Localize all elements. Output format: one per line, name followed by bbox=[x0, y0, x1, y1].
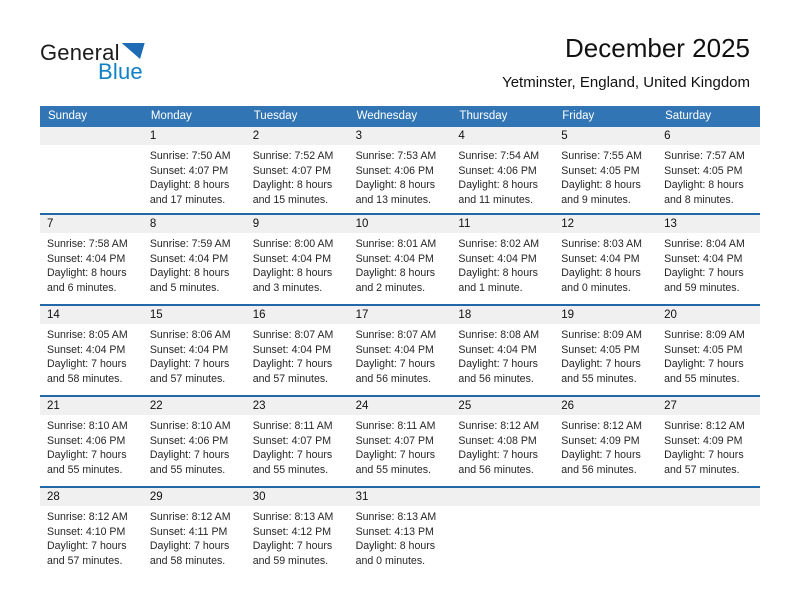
week-row-5 bbox=[40, 486, 760, 577]
sunrise-text: Sunrise: 8:02 AM bbox=[458, 238, 540, 250]
sunrise-text: Sunrise: 8:03 AM bbox=[561, 238, 642, 250]
sunrise-text: Sunrise: 7:57 AM bbox=[664, 150, 745, 162]
day-details bbox=[143, 145, 246, 207]
daylight-text-line2: and 13 minutes. bbox=[355, 193, 431, 206]
day-number: 5 bbox=[554, 127, 657, 145]
sunset-text: Sunset: 4:07 PM bbox=[149, 164, 229, 177]
day-number: 10 bbox=[349, 215, 452, 233]
day-details bbox=[349, 233, 452, 295]
daylight-text-line2: and 9 minutes. bbox=[561, 193, 631, 206]
sunset-text: Sunset: 4:11 PM bbox=[149, 525, 228, 538]
week-row-2 bbox=[40, 213, 760, 304]
day-cell-18 bbox=[451, 306, 554, 395]
day-number: 25 bbox=[451, 397, 554, 415]
day-cell-25 bbox=[451, 397, 554, 486]
day-cell-23 bbox=[246, 397, 349, 486]
day-details bbox=[451, 233, 554, 295]
daylight-text-line2: and 0 minutes. bbox=[355, 554, 426, 567]
day-cell-empty bbox=[451, 488, 554, 577]
day-details bbox=[40, 324, 143, 386]
day-details bbox=[40, 233, 143, 295]
daylight-text-line1: Daylight: 7 hours bbox=[252, 449, 333, 462]
sunset-text: Sunset: 4:04 PM bbox=[355, 252, 434, 265]
sunrise-text: Sunrise: 8:13 AM bbox=[355, 511, 437, 523]
daylight-text-line2: and 55 minutes. bbox=[664, 372, 740, 385]
day-number: 20 bbox=[657, 306, 760, 324]
daylight-text-line1: Daylight: 7 hours bbox=[561, 449, 641, 462]
day-details bbox=[349, 506, 452, 568]
daylight-text-line2: and 56 minutes. bbox=[458, 372, 534, 385]
day-details bbox=[246, 324, 349, 386]
daylight-text-line2: and 56 minutes. bbox=[561, 463, 637, 476]
day-details bbox=[40, 415, 143, 477]
daylight-text-line1: Daylight: 8 hours bbox=[149, 267, 230, 280]
daylight-text-line1: Daylight: 8 hours bbox=[664, 179, 744, 192]
daylight-text-line1: Daylight: 8 hours bbox=[458, 267, 538, 280]
sunrise-text: Sunrise: 8:13 AM bbox=[252, 511, 334, 523]
day-details bbox=[143, 233, 246, 295]
weekday-header-thursday: Thursday bbox=[459, 110, 508, 122]
day-details bbox=[40, 145, 143, 149]
sunset-text: Sunset: 4:09 PM bbox=[664, 434, 743, 447]
sunrise-text: Sunrise: 8:09 AM bbox=[561, 329, 642, 341]
day-cell-16 bbox=[246, 306, 349, 395]
sunset-text: Sunset: 4:04 PM bbox=[47, 343, 126, 356]
daylight-text-line1: Daylight: 8 hours bbox=[252, 267, 333, 280]
day-details bbox=[246, 145, 349, 207]
daylight-text-line2: and 57 minutes. bbox=[664, 463, 740, 476]
daylight-text-line2: and 55 minutes. bbox=[47, 463, 123, 476]
daylight-text-line2: and 0 minutes. bbox=[561, 281, 631, 294]
day-number bbox=[40, 127, 143, 145]
day-cell-13 bbox=[657, 215, 760, 304]
page-subtitle: Yetminster, England, United Kingdom bbox=[502, 74, 750, 91]
daylight-text-line1: Daylight: 7 hours bbox=[458, 358, 538, 371]
day-number: 30 bbox=[246, 488, 349, 506]
daylight-text-line2: and 55 minutes. bbox=[355, 463, 431, 476]
day-cell-empty bbox=[40, 127, 143, 213]
day-cell-12 bbox=[554, 215, 657, 304]
day-details bbox=[657, 145, 760, 207]
sunrise-text: Sunrise: 8:12 AM bbox=[664, 420, 745, 432]
sunrise-text: Sunrise: 8:07 AM bbox=[252, 329, 334, 341]
header-titles bbox=[502, 33, 750, 91]
logo-triangle-icon bbox=[122, 43, 145, 59]
daylight-text-line1: Daylight: 8 hours bbox=[561, 179, 641, 192]
day-number: 31 bbox=[349, 488, 452, 506]
sunrise-text: Sunrise: 8:06 AM bbox=[149, 329, 231, 341]
day-number: 6 bbox=[657, 127, 760, 145]
daylight-text-line1: Daylight: 7 hours bbox=[355, 449, 436, 462]
daylight-text-line2: and 59 minutes. bbox=[252, 554, 329, 567]
day-details bbox=[657, 506, 760, 510]
sunrise-text: Sunrise: 8:11 AM bbox=[252, 420, 333, 432]
daylight-text-line2: and 8 minutes. bbox=[664, 193, 734, 206]
day-number: 17 bbox=[349, 306, 452, 324]
sunset-text: Sunset: 4:06 PM bbox=[355, 164, 434, 177]
sunset-text: Sunset: 4:07 PM bbox=[252, 434, 332, 447]
day-number bbox=[451, 488, 554, 506]
sunset-text: Sunset: 4:13 PM bbox=[355, 525, 434, 538]
day-details bbox=[554, 506, 657, 510]
daylight-text-line2: and 58 minutes. bbox=[47, 372, 123, 385]
sunset-text: Sunset: 4:04 PM bbox=[561, 252, 640, 265]
daylight-text-line2: and 58 minutes. bbox=[149, 554, 226, 567]
day-details bbox=[657, 415, 760, 477]
weekday-header-wednesday: Wednesday bbox=[356, 110, 418, 122]
day-cell-7 bbox=[40, 215, 143, 304]
day-cell-30 bbox=[246, 488, 349, 577]
daylight-text-line2: and 11 minutes. bbox=[458, 193, 534, 206]
day-number: 14 bbox=[40, 306, 143, 324]
day-number: 12 bbox=[554, 215, 657, 233]
sunrise-text: Sunrise: 8:00 AM bbox=[252, 238, 334, 250]
sunset-text: Sunset: 4:04 PM bbox=[458, 252, 537, 265]
day-details bbox=[246, 415, 349, 477]
daylight-text-line1: Daylight: 7 hours bbox=[47, 540, 127, 553]
sunrise-text: Sunrise: 8:09 AM bbox=[664, 329, 745, 341]
sunrise-text: Sunrise: 8:12 AM bbox=[458, 420, 540, 432]
day-number: 15 bbox=[143, 306, 246, 324]
day-cell-8 bbox=[143, 215, 246, 304]
daylight-text-line1: Daylight: 7 hours bbox=[149, 449, 230, 462]
day-cell-26 bbox=[554, 397, 657, 486]
day-cell-15 bbox=[143, 306, 246, 395]
day-number: 26 bbox=[554, 397, 657, 415]
day-cell-empty bbox=[657, 488, 760, 577]
daylight-text-line1: Daylight: 8 hours bbox=[252, 179, 333, 192]
sunset-text: Sunset: 4:04 PM bbox=[47, 252, 126, 265]
day-number bbox=[657, 488, 760, 506]
sunrise-text: Sunrise: 8:01 AM bbox=[355, 238, 437, 250]
sunset-text: Sunset: 4:05 PM bbox=[561, 164, 640, 177]
daylight-text-line2: and 5 minutes. bbox=[149, 281, 220, 294]
daylight-text-line2: and 55 minutes. bbox=[561, 372, 637, 385]
day-details bbox=[554, 145, 657, 207]
daylight-text-line1: Daylight: 7 hours bbox=[664, 267, 744, 280]
day-details bbox=[143, 506, 246, 568]
daylight-text-line1: Daylight: 8 hours bbox=[355, 267, 436, 280]
day-number: 21 bbox=[40, 397, 143, 415]
day-number: 29 bbox=[143, 488, 246, 506]
day-number: 1 bbox=[143, 127, 246, 145]
sunset-text: Sunset: 4:10 PM bbox=[47, 525, 126, 538]
day-number: 3 bbox=[349, 127, 452, 145]
daylight-text-line2: and 56 minutes. bbox=[458, 463, 534, 476]
sunrise-text: Sunrise: 8:12 AM bbox=[47, 511, 128, 523]
logo-text-general: General bbox=[40, 40, 120, 65]
sunrise-text: Sunrise: 7:50 AM bbox=[149, 150, 231, 162]
day-cell-9 bbox=[246, 215, 349, 304]
day-details bbox=[554, 233, 657, 295]
daylight-text-line1: Daylight: 7 hours bbox=[458, 449, 538, 462]
day-cell-1 bbox=[143, 127, 246, 213]
day-cell-22 bbox=[143, 397, 246, 486]
sunset-text: Sunset: 4:07 PM bbox=[252, 164, 332, 177]
daylight-text-line2: and 55 minutes. bbox=[149, 463, 226, 476]
day-cell-5 bbox=[554, 127, 657, 213]
daylight-text-line2: and 57 minutes. bbox=[47, 554, 123, 567]
daylight-text-line1: Daylight: 8 hours bbox=[149, 179, 230, 192]
daylight-text-line2: and 57 minutes. bbox=[149, 372, 226, 385]
sunrise-text: Sunrise: 7:55 AM bbox=[561, 150, 642, 162]
day-number: 13 bbox=[657, 215, 760, 233]
weekday-header-saturday: Saturday bbox=[665, 110, 712, 122]
sunset-text: Sunset: 4:05 PM bbox=[664, 343, 743, 356]
sunrise-text: Sunrise: 7:53 AM bbox=[355, 150, 437, 162]
day-number: 7 bbox=[40, 215, 143, 233]
sunset-text: Sunset: 4:04 PM bbox=[252, 343, 332, 356]
day-number: 8 bbox=[143, 215, 246, 233]
day-details bbox=[349, 145, 452, 207]
day-details bbox=[657, 233, 760, 295]
day-cell-20 bbox=[657, 306, 760, 395]
daylight-text-line2: and 15 minutes. bbox=[252, 193, 329, 206]
weekday-header-friday: Friday bbox=[562, 110, 595, 122]
logo-text-blue: Blue bbox=[98, 59, 143, 84]
sunset-text: Sunset: 4:04 PM bbox=[149, 343, 229, 356]
sunrise-text: Sunrise: 7:52 AM bbox=[252, 150, 334, 162]
daylight-text-line2: and 1 minute. bbox=[458, 281, 523, 294]
weekday-header-row bbox=[40, 106, 760, 127]
day-number: 16 bbox=[246, 306, 349, 324]
daylight-text-line1: Daylight: 8 hours bbox=[355, 179, 436, 192]
sunset-text: Sunset: 4:05 PM bbox=[664, 164, 743, 177]
daylight-text-line2: and 2 minutes. bbox=[355, 281, 426, 294]
day-details bbox=[554, 324, 657, 386]
day-cell-27 bbox=[657, 397, 760, 486]
daylight-text-line2: and 55 minutes. bbox=[252, 463, 329, 476]
sunset-text: Sunset: 4:06 PM bbox=[149, 434, 229, 447]
day-number bbox=[554, 488, 657, 506]
week-row-1 bbox=[40, 127, 760, 213]
sunrise-text: Sunrise: 7:59 AM bbox=[149, 238, 231, 250]
day-number: 11 bbox=[451, 215, 554, 233]
sunrise-text: Sunrise: 8:12 AM bbox=[561, 420, 642, 432]
daylight-text-line1: Daylight: 7 hours bbox=[47, 358, 127, 371]
day-cell-19 bbox=[554, 306, 657, 395]
sunset-text: Sunset: 4:09 PM bbox=[561, 434, 640, 447]
day-cell-24 bbox=[349, 397, 452, 486]
daylight-text-line1: Daylight: 7 hours bbox=[149, 358, 230, 371]
calendar-weeks bbox=[40, 127, 760, 577]
day-number: 27 bbox=[657, 397, 760, 415]
sunset-text: Sunset: 4:06 PM bbox=[458, 164, 537, 177]
day-cell-2 bbox=[246, 127, 349, 213]
day-cell-17 bbox=[349, 306, 452, 395]
daylight-text-line2: and 3 minutes. bbox=[252, 281, 323, 294]
day-cell-6 bbox=[657, 127, 760, 213]
sunrise-text: Sunrise: 8:10 AM bbox=[149, 420, 231, 432]
day-details bbox=[246, 506, 349, 568]
day-number: 22 bbox=[143, 397, 246, 415]
sunrise-text: Sunrise: 8:10 AM bbox=[47, 420, 128, 432]
day-number: 23 bbox=[246, 397, 349, 415]
daylight-text-line1: Daylight: 7 hours bbox=[664, 358, 744, 371]
weekday-header-tuesday: Tuesday bbox=[253, 110, 298, 122]
sunset-text: Sunset: 4:05 PM bbox=[561, 343, 640, 356]
sunset-text: Sunset: 4:04 PM bbox=[664, 252, 743, 265]
daylight-text-line1: Daylight: 7 hours bbox=[252, 540, 333, 553]
sunset-text: Sunset: 4:04 PM bbox=[252, 252, 332, 265]
weekday-header-sunday: Sunday bbox=[48, 110, 88, 122]
daylight-text-line2: and 56 minutes. bbox=[355, 372, 431, 385]
daylight-text-line1: Daylight: 8 hours bbox=[458, 179, 538, 192]
sunrise-text: Sunrise: 7:58 AM bbox=[47, 238, 128, 250]
page-title: December 2025 bbox=[565, 33, 750, 63]
sunset-text: Sunset: 4:04 PM bbox=[149, 252, 229, 265]
day-number: 18 bbox=[451, 306, 554, 324]
daylight-text-line1: Daylight: 8 hours bbox=[355, 540, 436, 553]
daylight-text-line2: and 17 minutes. bbox=[149, 193, 226, 206]
week-row-3 bbox=[40, 304, 760, 395]
sunrise-text: Sunrise: 8:04 AM bbox=[664, 238, 745, 250]
daylight-text-line2: and 6 minutes. bbox=[47, 281, 117, 294]
day-cell-10 bbox=[349, 215, 452, 304]
day-details bbox=[349, 324, 452, 386]
day-details bbox=[451, 145, 554, 207]
sunset-text: Sunset: 4:04 PM bbox=[458, 343, 537, 356]
sunrise-text: Sunrise: 8:07 AM bbox=[355, 329, 437, 341]
daylight-text-line1: Daylight: 7 hours bbox=[561, 358, 641, 371]
day-details bbox=[143, 324, 246, 386]
day-cell-21 bbox=[40, 397, 143, 486]
daylight-text-line1: Daylight: 8 hours bbox=[47, 267, 127, 280]
day-cell-3 bbox=[349, 127, 452, 213]
day-cell-11 bbox=[451, 215, 554, 304]
day-cell-4 bbox=[451, 127, 554, 213]
sunset-text: Sunset: 4:06 PM bbox=[47, 434, 126, 447]
sunset-text: Sunset: 4:07 PM bbox=[355, 434, 434, 447]
day-details bbox=[657, 324, 760, 386]
general-blue-logo bbox=[40, 40, 145, 85]
day-details bbox=[451, 415, 554, 477]
daylight-text-line1: Daylight: 7 hours bbox=[355, 358, 436, 371]
day-details bbox=[451, 324, 554, 386]
daylight-text-line2: and 59 minutes. bbox=[664, 281, 740, 294]
daylight-text-line1: Daylight: 7 hours bbox=[149, 540, 230, 553]
daylight-text-line1: Daylight: 7 hours bbox=[252, 358, 333, 371]
weekday-header-monday: Monday bbox=[150, 110, 192, 122]
day-cell-empty bbox=[554, 488, 657, 577]
sunset-text: Sunset: 4:08 PM bbox=[458, 434, 537, 447]
sunrise-text: Sunrise: 8:12 AM bbox=[149, 511, 231, 523]
day-details bbox=[143, 415, 246, 477]
daylight-text-line2: and 57 minutes. bbox=[252, 372, 329, 385]
day-details bbox=[554, 415, 657, 477]
day-cell-31 bbox=[349, 488, 452, 577]
week-row-4 bbox=[40, 395, 760, 486]
sunrise-text: Sunrise: 8:05 AM bbox=[47, 329, 128, 341]
day-number: 9 bbox=[246, 215, 349, 233]
day-number: 28 bbox=[40, 488, 143, 506]
day-number: 19 bbox=[554, 306, 657, 324]
day-number: 24 bbox=[349, 397, 452, 415]
day-cell-28 bbox=[40, 488, 143, 577]
sunrise-text: Sunrise: 7:54 AM bbox=[458, 150, 540, 162]
day-details bbox=[246, 233, 349, 295]
day-number: 4 bbox=[451, 127, 554, 145]
day-cell-29 bbox=[143, 488, 246, 577]
sunset-text: Sunset: 4:04 PM bbox=[355, 343, 434, 356]
day-number: 2 bbox=[246, 127, 349, 145]
day-details bbox=[349, 415, 452, 477]
daylight-text-line1: Daylight: 7 hours bbox=[47, 449, 127, 462]
sunset-text: Sunset: 4:12 PM bbox=[252, 525, 332, 538]
calendar-table bbox=[40, 106, 760, 577]
daylight-text-line1: Daylight: 7 hours bbox=[664, 449, 744, 462]
day-details bbox=[451, 506, 554, 510]
sunrise-text: Sunrise: 8:11 AM bbox=[355, 420, 436, 432]
day-cell-14 bbox=[40, 306, 143, 395]
day-details bbox=[40, 506, 143, 568]
sunrise-text: Sunrise: 8:08 AM bbox=[458, 329, 540, 341]
daylight-text-line1: Daylight: 8 hours bbox=[561, 267, 641, 280]
